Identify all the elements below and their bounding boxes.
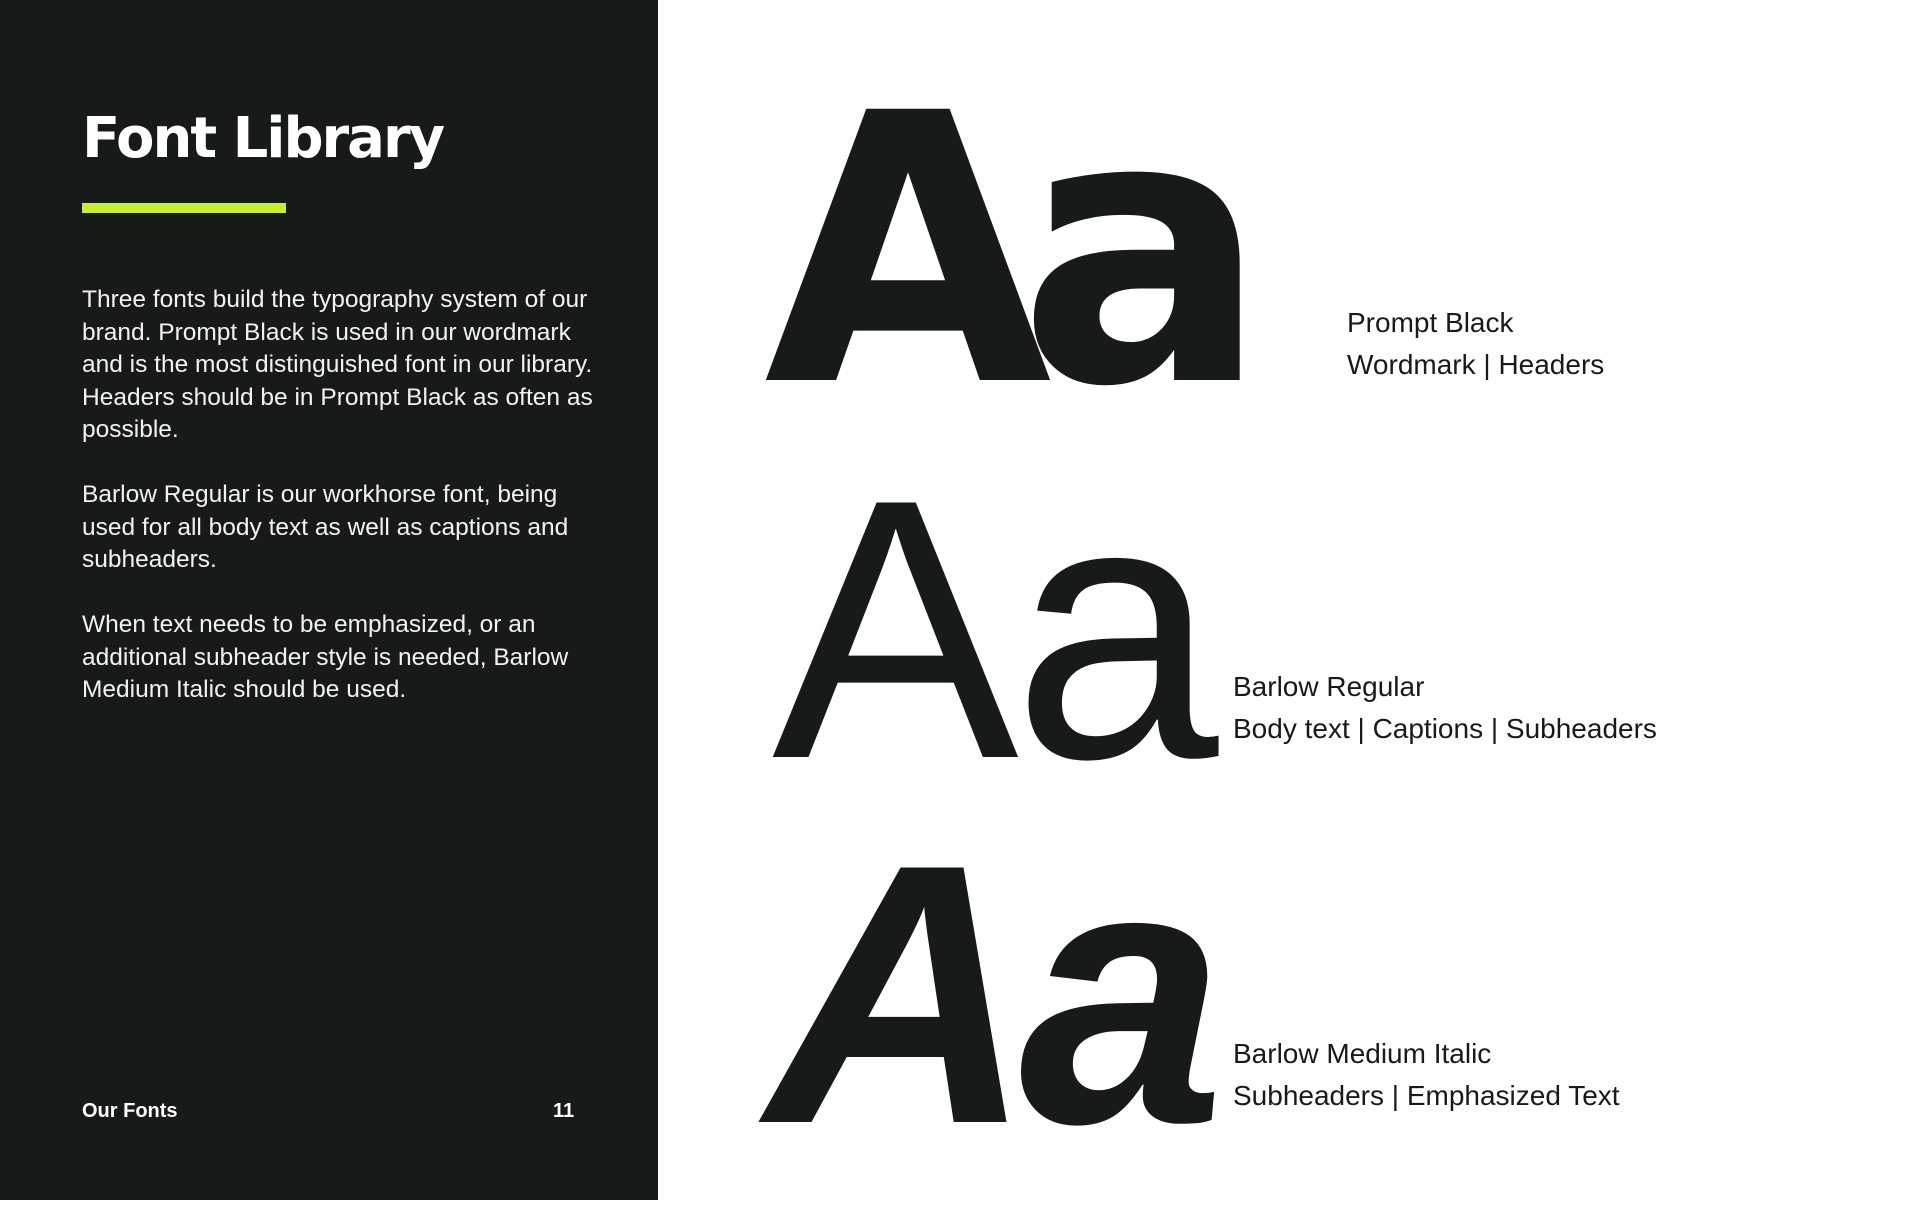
specimen-prompt-black-glyphs: Aa <box>764 35 1235 468</box>
specimen-prompt-black-caption <box>1347 302 1604 386</box>
font-name: Prompt Black <box>1347 307 1514 338</box>
specimen-barlow-medium-italic-caption <box>1233 1033 1620 1117</box>
specimen-barlow-medium-italic-glyphs: Aa <box>766 788 1211 1201</box>
intro-text <box>82 284 602 739</box>
sidebar-panel <box>0 0 658 1200</box>
specimen-barlow-regular-caption <box>1233 666 1657 750</box>
intro-paragraph: Three fonts build the typography system of our brand. Prompt Black is used in our wordmark and is the most distinguished font in our library. Headers should be in Prompt Black as often as possible. <box>82 286 593 443</box>
font-usage: Wordmark | Headers <box>1347 349 1605 380</box>
section-footer-label: Our Fonts <box>82 1100 178 1122</box>
page-title: Font Library <box>82 106 444 171</box>
font-name: Barlow Medium Italic <box>1233 1038 1492 1069</box>
accent-rule <box>82 203 286 213</box>
page-number: 11 <box>553 1100 575 1122</box>
intro-paragraph: Barlow Regular is our workhorse font, being used for all body text as well as captions and subheaders. <box>82 481 569 573</box>
specimen-barlow-regular-glyphs: Aa <box>772 423 1213 836</box>
font-usage: Body text | Captions | Subheaders <box>1233 713 1657 744</box>
font-name: Barlow Regular <box>1233 671 1425 702</box>
font-usage: Subheaders | Emphasized Text <box>1233 1080 1620 1111</box>
intro-paragraph: When text needs to be emphasized, or an additional subheader style is needed, Barlow Medium Italic should be used. <box>82 611 569 703</box>
